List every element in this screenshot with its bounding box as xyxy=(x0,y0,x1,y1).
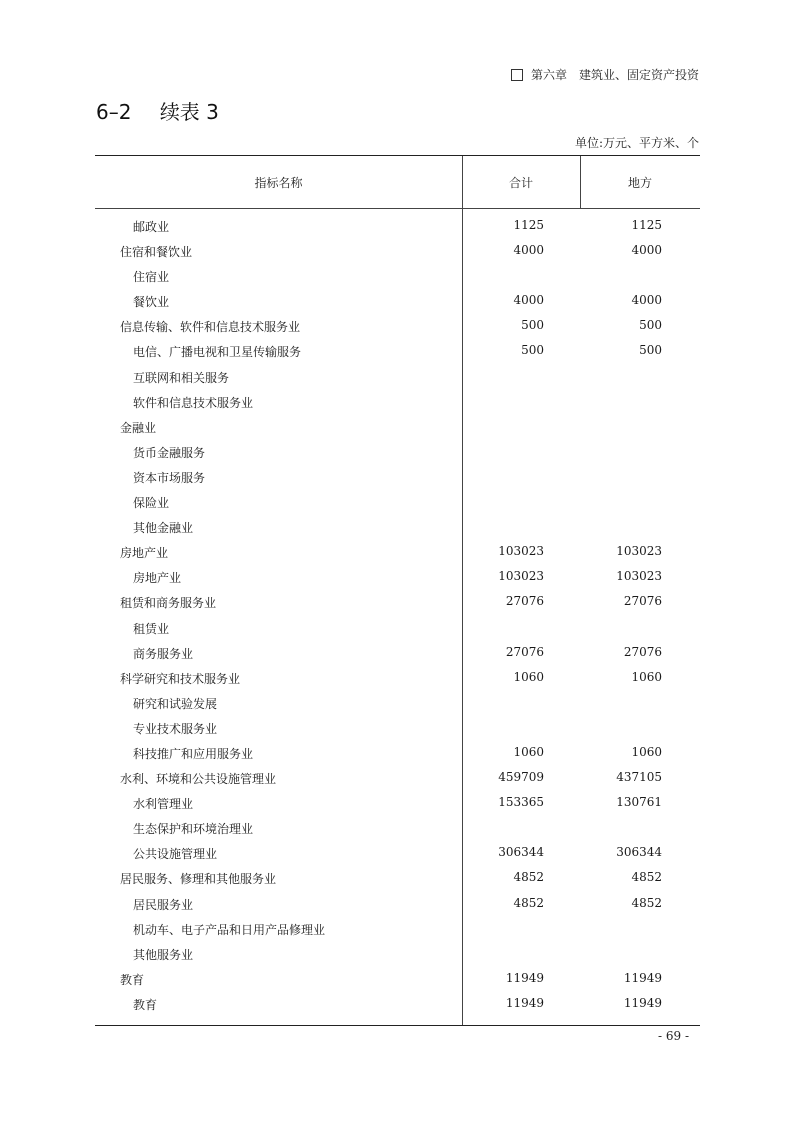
row-label: 保险业 xyxy=(133,496,170,511)
row-label: 居民服务业 xyxy=(133,897,194,912)
row-label: 科学研究和技术服务业 xyxy=(120,671,241,686)
row-local-value: 103023 xyxy=(616,569,662,584)
table-row xyxy=(95,265,700,290)
row-label: 金融业 xyxy=(120,420,157,435)
row-label: 科技推广和应用服务业 xyxy=(133,746,254,761)
row-label: 生态保护和环境治理业 xyxy=(133,822,254,837)
column-header-total: 合计 xyxy=(508,175,533,190)
row-label: 房地产业 xyxy=(133,571,182,586)
row-label: 住宿和餐饮业 xyxy=(120,245,193,260)
row-total-value: 4852 xyxy=(513,895,544,910)
row-label: 其他金融业 xyxy=(133,521,194,536)
row-total-value: 4852 xyxy=(513,870,544,885)
row-label: 研究和试验发展 xyxy=(133,696,218,711)
table-number: 6–2 xyxy=(96,100,132,124)
row-label: 信息传输、软件和信息技术服务业 xyxy=(120,320,301,335)
row-total-value: 27076 xyxy=(505,644,544,659)
row-label: 其他服务业 xyxy=(133,947,194,962)
row-total-value: 500 xyxy=(521,343,544,358)
table-row xyxy=(95,717,700,742)
row-local-value: 4852 xyxy=(631,895,662,910)
row-label: 租赁业 xyxy=(133,621,170,636)
table-row xyxy=(95,315,700,340)
row-local-value: 27076 xyxy=(623,594,662,609)
column-header-local: 地方 xyxy=(627,175,652,190)
table-row xyxy=(95,366,700,391)
row-label: 软件和信息技术服务业 xyxy=(133,395,254,410)
table-row xyxy=(95,667,700,692)
row-local-value: 500 xyxy=(639,318,662,333)
row-local-value: 27076 xyxy=(623,644,662,659)
row-label: 互联网和相关服务 xyxy=(133,370,230,385)
row-label: 教育 xyxy=(120,972,145,987)
table-row xyxy=(95,391,700,416)
row-local-value: 11949 xyxy=(623,995,662,1010)
row-label: 水利管理业 xyxy=(133,797,194,812)
row-total-value: 1125 xyxy=(513,218,544,232)
row-local-value: 306344 xyxy=(616,845,662,860)
row-label: 货币金融服务 xyxy=(133,445,206,460)
row-local-value: 4852 xyxy=(631,870,662,885)
row-label: 教育 xyxy=(133,997,158,1012)
table-row xyxy=(95,968,700,993)
table-row xyxy=(95,893,700,918)
table-row xyxy=(95,516,700,541)
row-local-value: 500 xyxy=(639,343,662,358)
row-local-value: 1060 xyxy=(631,744,662,759)
table-row xyxy=(95,591,700,616)
table-row xyxy=(95,842,700,867)
table-row xyxy=(95,340,700,365)
row-total-value: 1060 xyxy=(513,744,544,759)
chapter-header xyxy=(511,66,699,83)
table-row xyxy=(95,441,700,466)
row-local-value: 1060 xyxy=(631,669,662,684)
table-row xyxy=(95,692,700,717)
data-table xyxy=(95,155,700,1026)
row-total-value: 153365 xyxy=(498,795,544,810)
table-row xyxy=(95,767,700,792)
table-row xyxy=(95,742,700,767)
row-label: 公共设施管理业 xyxy=(133,847,218,862)
row-total-value: 11949 xyxy=(505,995,544,1010)
row-label: 电信、广播电视和卫星传输服务 xyxy=(133,345,302,360)
row-label: 居民服务、修理和其他服务业 xyxy=(120,872,277,887)
row-local-value: 130761 xyxy=(616,795,662,810)
row-total-value: 27076 xyxy=(505,594,544,609)
row-label: 专业技术服务业 xyxy=(133,721,218,736)
table-row xyxy=(95,541,700,566)
row-local-value: 4000 xyxy=(631,243,662,258)
row-local-value: 4000 xyxy=(631,293,662,308)
row-label: 商务服务业 xyxy=(133,646,194,661)
table-row xyxy=(95,918,700,943)
table-title xyxy=(96,96,219,125)
unit-label: 单位:万元、平方米、个 xyxy=(574,136,699,150)
table-row xyxy=(95,290,700,315)
row-total-value: 11949 xyxy=(505,970,544,985)
row-local-value: 11949 xyxy=(623,970,662,985)
table-row xyxy=(95,466,700,491)
table-row xyxy=(95,215,700,240)
table-row xyxy=(95,491,700,516)
row-total-value: 4000 xyxy=(513,243,544,258)
row-label: 餐饮业 xyxy=(133,295,170,310)
table-row xyxy=(95,617,700,642)
row-label: 资本市场服务 xyxy=(133,470,206,485)
table-row xyxy=(95,943,700,968)
row-local-value: 437105 xyxy=(616,770,662,785)
table-row xyxy=(95,642,700,667)
chapter-title: 建筑业、固定资产投资 xyxy=(578,68,699,82)
row-label: 邮政业 xyxy=(133,220,170,234)
row-total-value: 459709 xyxy=(498,770,544,785)
table-row xyxy=(95,416,700,441)
table-row xyxy=(95,792,700,817)
table-body xyxy=(95,215,700,1018)
row-total-value: 103023 xyxy=(498,569,544,584)
table-row xyxy=(95,817,700,842)
table-title-text: 续表 3 xyxy=(159,100,219,124)
row-total-value: 103023 xyxy=(498,544,544,559)
row-label: 住宿业 xyxy=(133,270,170,285)
row-label: 房地产业 xyxy=(120,546,169,561)
page-number: - 69 - xyxy=(657,1029,689,1043)
row-total-value: 1060 xyxy=(513,669,544,684)
row-total-value: 306344 xyxy=(498,845,544,860)
square-icon xyxy=(511,69,523,81)
table-row xyxy=(95,993,700,1018)
row-label: 机动车、电子产品和日用产品修理业 xyxy=(133,922,326,937)
row-total-value: 4000 xyxy=(513,293,544,308)
row-label: 租赁和商务服务业 xyxy=(120,596,217,611)
header-divider xyxy=(95,208,700,209)
column-header-name: 指标名称 xyxy=(254,175,303,190)
row-local-value: 103023 xyxy=(616,544,662,559)
table-row xyxy=(95,240,700,265)
row-total-value: 500 xyxy=(521,318,544,333)
table-row xyxy=(95,566,700,591)
row-local-value: 1125 xyxy=(631,218,662,232)
row-label: 水利、环境和公共设施管理业 xyxy=(120,772,277,787)
chapter-number: 第六章 xyxy=(530,68,567,82)
table-row xyxy=(95,867,700,892)
